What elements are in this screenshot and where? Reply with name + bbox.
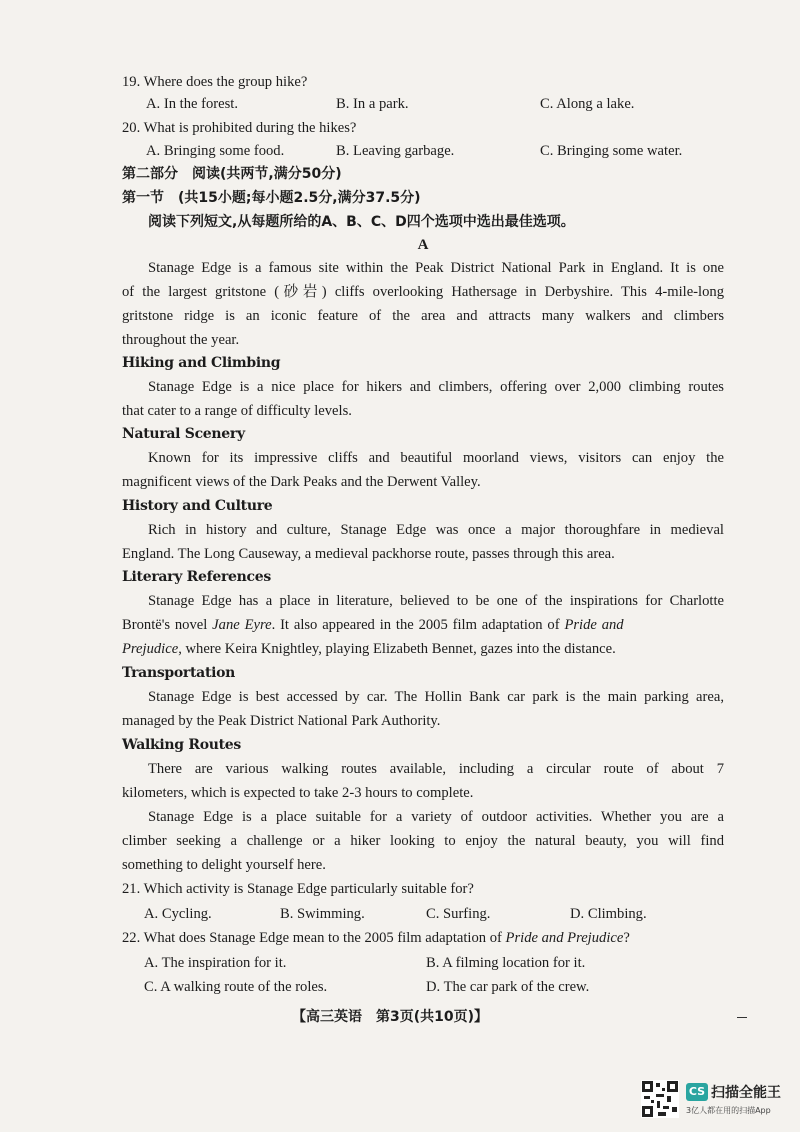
- literary-line-3-rest: , where Keira Knightley, playing Elizabeth Bennet, gazes into the distance.: [178, 641, 616, 657]
- literary-line-1: Stanage Edge has a place in literature, believed to be one of the inspirations for Charlotte: [148, 593, 724, 609]
- q20-option-c: C. Bringing some water.: [540, 143, 683, 159]
- footer-dash: [737, 1017, 747, 1018]
- intro-line-3: gritstone ridge is an iconic feature of the area and attracts many walkers and climbers: [122, 308, 724, 324]
- q20-option-a: A. Bringing some food.: [146, 143, 285, 159]
- qr-code-icon: [641, 1080, 679, 1118]
- heading-history-culture: History and Culture: [122, 498, 273, 514]
- literary-line-3: [122, 637, 724, 661]
- literary-line-2-start: Brontë's novel: [122, 617, 208, 633]
- q22-option-a: A. The inspiration for it.: [144, 955, 287, 971]
- q21-option-a: A. Cycling.: [144, 906, 212, 922]
- history-line-1: Rich in history and culture, Stanage Edge was once a major thoroughfare in medieval: [148, 522, 724, 538]
- q20-stem: 20. What is prohibited during the hikes?: [122, 120, 357, 136]
- q22-option-b: B. A filming location for it.: [426, 955, 586, 971]
- q21-option-d: D. Climbing.: [570, 906, 647, 922]
- section1-heading: 第一节 (共15小题;每小题2.5分,满分37.5分): [122, 190, 421, 206]
- heading-literary-references: Literary References: [122, 569, 271, 585]
- literary-line-2-mid: . It also appeared in the 2005 film adaptation of: [271, 617, 560, 633]
- literary-line-2: [122, 613, 724, 637]
- camscanner-logo-icon: CS: [686, 1083, 708, 1101]
- q20-option-b: B. Leaving garbage.: [336, 143, 455, 159]
- intro-line-1: Stanage Edge is a famous site within the Peak District National Park in England. It is one: [148, 260, 724, 276]
- heading-natural-scenery: Natural Scenery: [122, 426, 245, 442]
- film-title-part2: Prejudice: [122, 641, 179, 657]
- q22-stem-end: ?: [623, 930, 630, 946]
- q19-option-c: C. Along a lake.: [540, 96, 635, 112]
- hiking-line-1: Stanage Edge is a nice place for hikers and climbers, offering over 2,000 climbing routes: [148, 379, 724, 395]
- novel-title: Jane Eyre: [212, 617, 272, 633]
- hiking-line-2: that cater to a range of difficulty levels.: [122, 403, 352, 419]
- q19-stem: 19. Where does the group hike?: [122, 74, 308, 90]
- q21-option-b: B. Swimming.: [280, 906, 365, 922]
- scenery-line-2: magnificent views of the Dark Peaks and the Derwent Valley.: [122, 474, 481, 490]
- transport-line-2: managed by the Peak District National Park Authority.: [122, 713, 441, 729]
- closing-line-1: Stanage Edge is a place suitable for a variety of outdoor activities. Whether you are a: [148, 809, 724, 825]
- q21-stem: 21. Which activity is Stanage Edge particularly suitable for?: [122, 881, 474, 897]
- passage-letter: A: [417, 237, 429, 253]
- history-line-2: England. The Long Causeway, a medieval packhorse route, passes through this area.: [122, 546, 615, 562]
- q22-film-title: Pride and Prejudice: [505, 930, 624, 946]
- closing-line-2: climber seeking a challenge or a hiker looking to enjoy the natural beauty, you will find: [122, 833, 724, 849]
- part2-heading: 第二部分 阅读(共两节,满分50分): [122, 166, 342, 182]
- page-footer: 【高三英语 第3页(共10页)】: [291, 1009, 489, 1025]
- intro-line-4: throughout the year.: [122, 332, 240, 348]
- q22-option-d: D. The car park of the crew.: [426, 979, 590, 995]
- camscanner-name: 扫描全能王: [711, 1085, 781, 1101]
- q22-option-c: C. A walking route of the roles.: [144, 979, 328, 995]
- q19-option-a: A. In the forest.: [146, 96, 238, 112]
- scenery-line-1: Known for its impressive cliffs and beautiful moorland views, visitors can enjoy the: [148, 450, 724, 466]
- heading-walking-routes: Walking Routes: [122, 737, 241, 753]
- intro-line-2: of the largest gritstone (砂岩) cliffs overlooking Hathersage in Derbyshire. This 4-mile-long: [122, 284, 724, 300]
- transport-line-1: Stanage Edge is best accessed by car. The Hollin Bank car park is the main parking area,: [148, 689, 724, 705]
- q22-stem: [122, 926, 742, 950]
- heading-transportation: Transportation: [122, 665, 236, 681]
- q22-stem-text: 22. What does Stanage Edge mean to the 2005 film adaptation of: [122, 930, 502, 946]
- q19-option-b: B. In a park.: [336, 96, 409, 112]
- film-title-part1: Pride and: [564, 617, 624, 633]
- walking-line-1: There are various walking routes available, including a circular route of about 7: [148, 761, 724, 777]
- walking-line-2: kilometers, which is expected to take 2-3 hours to complete.: [122, 785, 474, 801]
- q21-option-c: C. Surfing.: [426, 906, 491, 922]
- closing-line-3: something to delight yourself here.: [122, 857, 326, 873]
- camscanner-tagline: 3亿人都在用的扫描App: [686, 1106, 771, 1115]
- instruction: 阅读下列短文,从每题所给的A、B、C、D四个选项中选出最佳选项。: [148, 214, 575, 230]
- heading-hiking-climbing: Hiking and Climbing: [122, 355, 281, 371]
